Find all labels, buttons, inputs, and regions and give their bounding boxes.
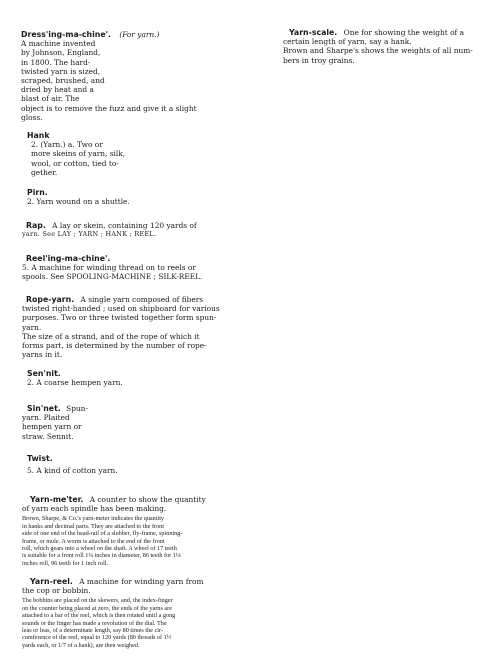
entry-body (22, 230, 258, 239)
entry-body (22, 586, 258, 595)
text-line: frame, or mule. A worm is attached to the end of the front (22, 537, 165, 545)
text-line: 5. A kind of cotton yarn. (27, 466, 118, 476)
text-line: of yarn each spindle has been making. (22, 504, 167, 514)
text-line: yarn. See LAY ; YARN ; HANK ; REEL. (22, 230, 157, 239)
entry-definition: A machine for winding yarn from (79, 577, 204, 586)
entry-headword: Sen'nit. (27, 369, 61, 378)
text-line: spools. See SPOOLING-MACHINE ; SILK-REEL. (22, 272, 203, 282)
entry-headword: Rope-yarn. (26, 295, 75, 304)
entry-yarn-meter (22, 495, 258, 567)
entry-headword: Twist. (27, 454, 53, 463)
entry-definition: A counter to show the quantity (89, 495, 206, 504)
entry-yarn-scale (283, 28, 483, 65)
text-line: the cop or bobbin. (22, 586, 91, 596)
text-line: forms part, is determined by the number of rope- (22, 341, 207, 351)
text-line: yards each, or 1/7 of a hank), are then weighed. (22, 641, 140, 649)
text-line: 2. (Yarn.) a. Two or (31, 140, 103, 150)
entry-body (27, 197, 227, 206)
entry-note (22, 515, 258, 567)
entry-sennit (27, 369, 227, 387)
text-line: is suitable for a front roll 1¼ inches in diameter, 86 teeth for 1⅛ (22, 552, 181, 560)
text-line: cumference of the reel, equal to 120 yards (80 threads of 1½ (22, 634, 172, 642)
text-line: certain length of yarn, say a hank. (283, 37, 412, 47)
entry-note (22, 597, 258, 649)
entry-definition: A lay or skein, containing 120 yards of (52, 221, 197, 230)
text-line: yarn. Plaited (22, 413, 70, 423)
entry-dressing-machine (21, 30, 258, 122)
entry-definition: One for showing the weight of a (343, 28, 465, 37)
entry-headword: Rap. (26, 221, 46, 230)
text-line: 5. A machine for winding thread on to reels or (22, 263, 196, 273)
entry-headword: Hank (27, 131, 50, 140)
text-line: straw. Sennit. (22, 431, 74, 441)
text-line: The size of a strand, and of the rope of which it (22, 331, 200, 341)
entry-body (22, 504, 258, 513)
text-line: on the counter being placed at zero, the ends of the yarns are (22, 604, 172, 612)
text-line: side of one end of the head-rail of a slubber, fly-frame, spinning- (22, 530, 183, 538)
text-line: A machine invented (21, 39, 96, 49)
entry-body (22, 304, 258, 359)
entry-body (31, 140, 167, 177)
entry-reeling-machine (22, 254, 258, 282)
entry-rap (22, 221, 258, 239)
text-line: The bobbins are placed on the skewers, and, the index-finger (22, 597, 173, 605)
text-line: wool, or cotton, tied to- (31, 158, 119, 168)
text-line: gloss. (21, 112, 43, 122)
entry-twist (27, 454, 227, 475)
text-line: sounds or the finger has made a revolution of the dial. The (22, 619, 167, 627)
entry-rope-yarn (22, 295, 258, 359)
text-line: 2. A coarse hempen yarn. (27, 378, 123, 388)
text-line: leas or leas, of a determinate length, say 80 times the cir- (22, 627, 163, 635)
entry-definition: A single yarn composed of fibers (80, 295, 204, 304)
text-line: roll, which gears into a wheel on the shaft. A wheel of 17 teeth (22, 545, 177, 553)
text-line: 2. Yarn wound on a shuttle. (27, 197, 130, 207)
text-line: hempen yarn or (22, 422, 82, 432)
entry-body (283, 37, 483, 65)
text-line: yarns in it. (22, 350, 63, 360)
entry-hank (27, 131, 167, 177)
text-line: by Johnson, England, (21, 48, 101, 58)
entry-body (22, 413, 132, 441)
text-line: bers in troy grains. (283, 55, 355, 65)
entry-body (27, 378, 227, 387)
text-line: Brown, Sharpe, & Co.'s yarn-meter indicates the quantity (22, 515, 165, 523)
text-line: in hanks and decimal parts. They are attached to the front (22, 522, 164, 530)
entry-sense: (For yarn.) (119, 30, 160, 39)
text-line: yarn. (22, 322, 42, 332)
entry-sinnet (22, 404, 132, 441)
entry-headword: Dress'ing-ma-chine'. (21, 30, 111, 39)
entry-body-continued (21, 104, 258, 122)
text-line: gether. (31, 167, 58, 177)
entry-body (27, 466, 227, 475)
entry-headword: Sin'net. (27, 404, 61, 413)
entry-headword: Yarn-me'ter. (30, 495, 84, 504)
text-line: purposes. Two or three twisted together form spun- (22, 313, 217, 323)
text-line: object is to remove the fuzz and give it a slight (21, 103, 197, 113)
entry-headword: Pirn. (27, 188, 48, 197)
entry-yarn-reel (22, 577, 258, 649)
entry-headword: Reel'ing-ma-chine'. (26, 254, 111, 263)
text-line: twisted yarn is sized, (21, 66, 101, 76)
text-line: inches roll, 96 teeth for 1 inch roll. (22, 559, 109, 567)
text-line: more skeins of yarn, silk, (31, 149, 126, 159)
text-line: in 1800. The hard- (21, 57, 91, 67)
entry-headword: Yarn-reel. (30, 577, 73, 586)
entry-body (22, 263, 258, 281)
text-line: Brown and Sharpe's shows the weights of all num- (283, 46, 473, 56)
entry-body (21, 39, 117, 103)
text-line: dried by heat and a (21, 85, 94, 95)
entry-definition: Spun- (66, 404, 88, 413)
text-line: attached to a bar of the reel, which is then rotated until a gong (22, 612, 176, 620)
text-line: scraped, brushed, and (21, 76, 105, 86)
text-line: twisted right-handed ; used on shipboard for various (22, 304, 220, 314)
text-line: blast of air. The (21, 94, 80, 104)
entry-headword: Yarn-scale. (289, 28, 338, 37)
entry-pirn (27, 188, 227, 206)
